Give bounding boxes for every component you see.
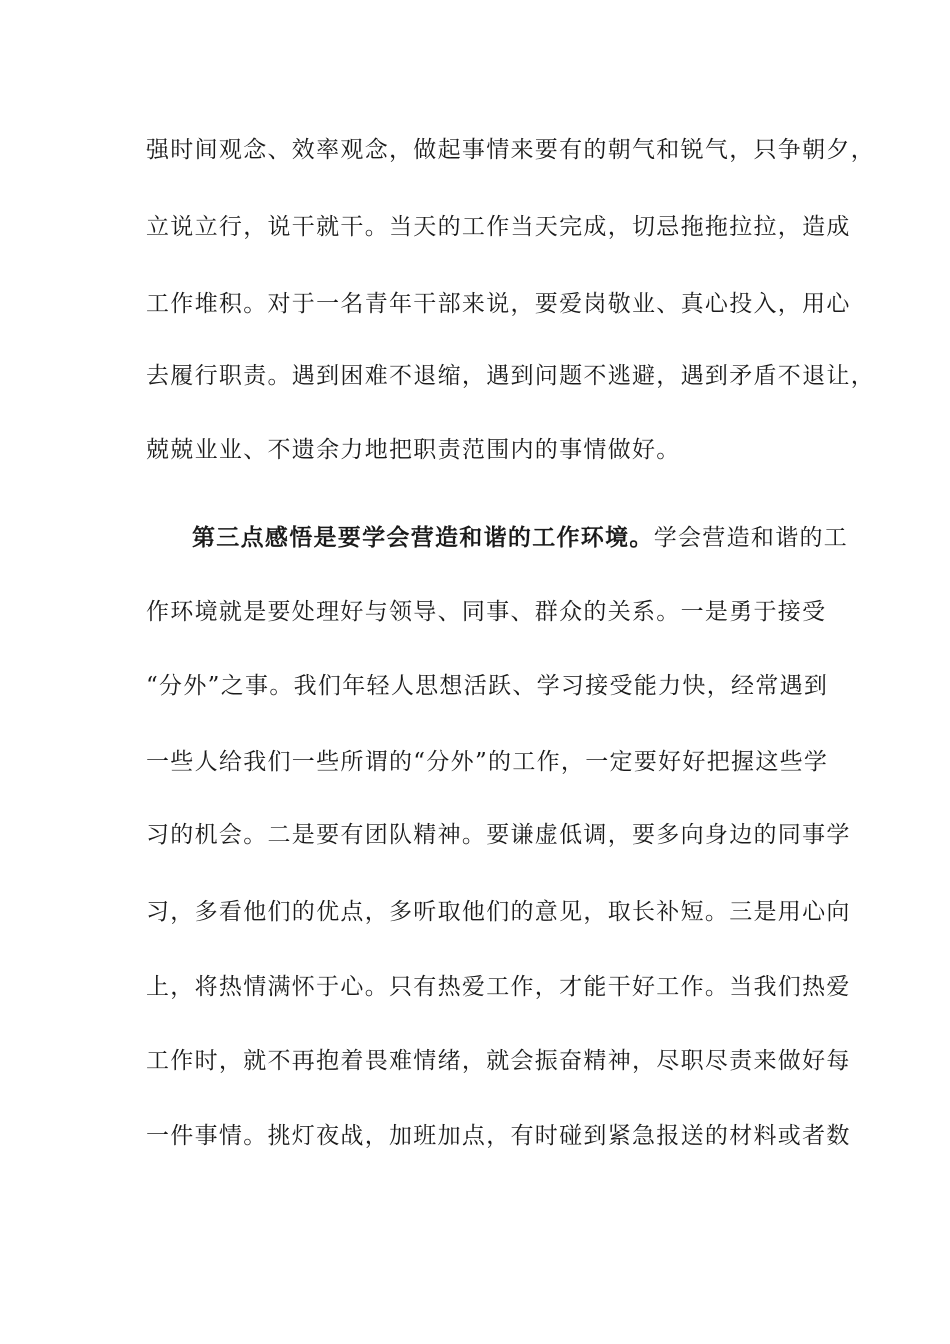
paragraph-2-lead-text: 学会营造和谐的工 [653, 525, 849, 551]
paragraph-2-line-6: 习，多看他们的优点，多听取他们的意见，取长补短。三是用心向 [146, 899, 851, 925]
paragraph-1-line-1: 强时间观念、效率观念，做起事情来要有的朝气和锐气，只争朝夕， [146, 137, 875, 163]
section-heading: 第三点感悟是要学会营造和谐的工作环境。 [192, 524, 654, 551]
paragraph-1-line-3: 工作堆积。对于一名青年干部来说，要爱岗敬业、真心投入，用心 [146, 291, 851, 317]
paragraph-2-line-7: 上，将热情满怀于心。只有热爱工作，才能干好工作。当我们热爱 [146, 974, 851, 1000]
paragraph-2-line-9: 一件事情。挑灯夜战，加班加点，有时碰到紧急报送的材料或者数 [146, 1123, 851, 1149]
paragraph-2-line-5: 习的机会。二是要有团队精神。要谦虚低调，要多向身边的同事学 [146, 822, 851, 848]
paragraph-1-line-4: 去履行职责。遇到困难不退缩，遇到问题不逃避，遇到矛盾不退让， [146, 363, 875, 389]
paragraph-2-line-2: 作环境就是要处理好与领导、同事、群众的关系。一是勇于接受 [146, 599, 827, 625]
paragraph-2-line-8: 工作时，就不再抱着畏难情绪，就会振奋精神，尽职尽责来做好每 [146, 1048, 851, 1074]
paragraph-1-line-5: 兢兢业业、不遗余力地把职责范围内的事情做好。 [146, 437, 681, 463]
paragraph-2-line-1 [192, 523, 852, 553]
paragraph-1-line-2: 立说立行，说干就干。当天的工作当天完成，切忌拖拖拉拉，造成 [146, 214, 851, 240]
paragraph-2-line-3: “分外”之事。我们年轻人思想活跃、学习接受能力快，经常遇到 [146, 673, 829, 699]
paragraph-2-line-4: 一些人给我们一些所谓的“分外”的工作，一定要好好把握这些学 [146, 749, 829, 775]
